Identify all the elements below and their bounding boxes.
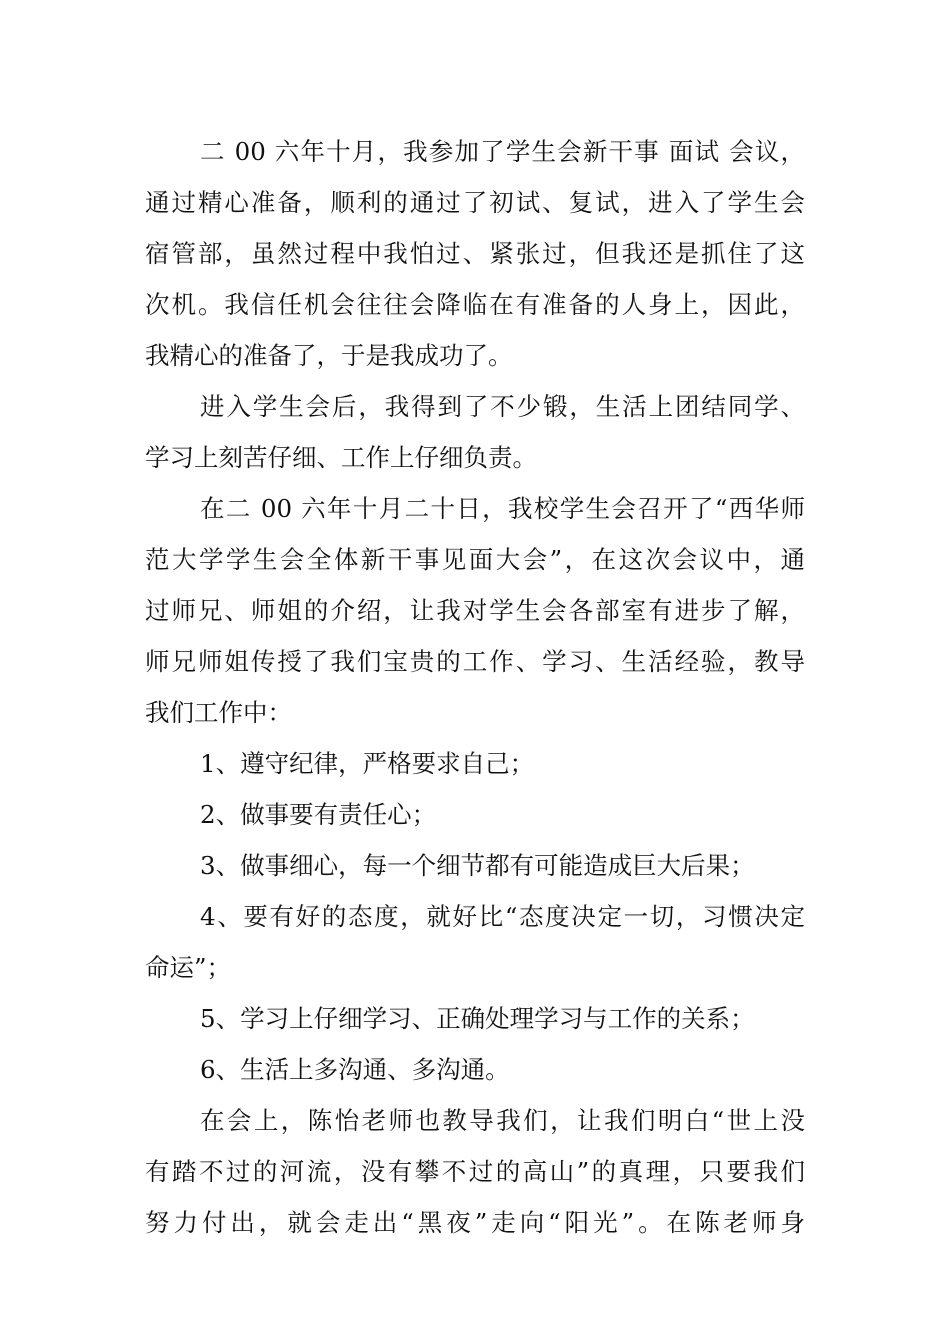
document-body xyxy=(145,126,805,1248)
text-line-6: 进入学生会后，我得到了不少锻，生活上团结同学、 xyxy=(200,392,805,421)
text-line-3: 宿管部，虽然过程中我怕过、紧张过，但我还是抓住了这 xyxy=(145,239,805,268)
text-line-20: 在会上，陈怡老师也教导我们，让我们明白“世上没 xyxy=(200,1106,805,1135)
text-line-12: 我们工作中： xyxy=(145,698,292,727)
text-line-2: 通过精心准备，顺利的通过了初试、复试，进入了学生会 xyxy=(145,188,805,217)
list-item-3: 3、做事细心，每一个细节都有可能造成巨大后果； xyxy=(200,851,755,880)
text-line-8: 在二 00 六年十月二十日，我校学生会召开了“西华师 xyxy=(200,494,805,523)
list-item-6: 6、生活上多沟通、多沟通。 xyxy=(200,1055,510,1084)
text-line-22: 努力付出，就会走出“黑夜”走向“阳光”。在陈老师身 xyxy=(145,1208,805,1237)
text-line-21: 有踏不过的河流，没有攀不过的高山”的真理，只要我们 xyxy=(145,1157,805,1186)
text-line-7: 学习上刻苦仔细、工作上仔细负责。 xyxy=(145,443,537,472)
text-line-1: 二 00 六年十月，我参加了学生会新干事 面试 会议， xyxy=(200,137,805,166)
list-item-5: 5、学习上仔细学习、正确处理学习与工作的关系； xyxy=(200,1004,755,1033)
text-line-11: 师兄师姐传授了我们宝贵的工作、学习、生活经验，教导 xyxy=(145,647,805,676)
text-line-4: 次机。我信任机会往往会降临在有准备的人身上，因此， xyxy=(145,290,805,319)
list-item-2: 2、做事要有责任心； xyxy=(200,800,437,829)
text-line-9: 范大学学生会全体新干事见面大会”，在这次会议中，通 xyxy=(145,545,805,574)
text-line-5: 我精心的准备了，于是我成功了。 xyxy=(145,341,513,370)
list-item-4: 4、要有好的态度，就好比“态度决定一切，习惯决定 xyxy=(200,902,805,931)
list-item-1: 1、遵守纪律，严格要求自己； xyxy=(200,749,535,778)
list-item-4-continued: 命运”； xyxy=(145,953,232,982)
text-line-10: 过师兄、师姐的介绍，让我对学生会各部室有进步了解， xyxy=(145,596,805,625)
